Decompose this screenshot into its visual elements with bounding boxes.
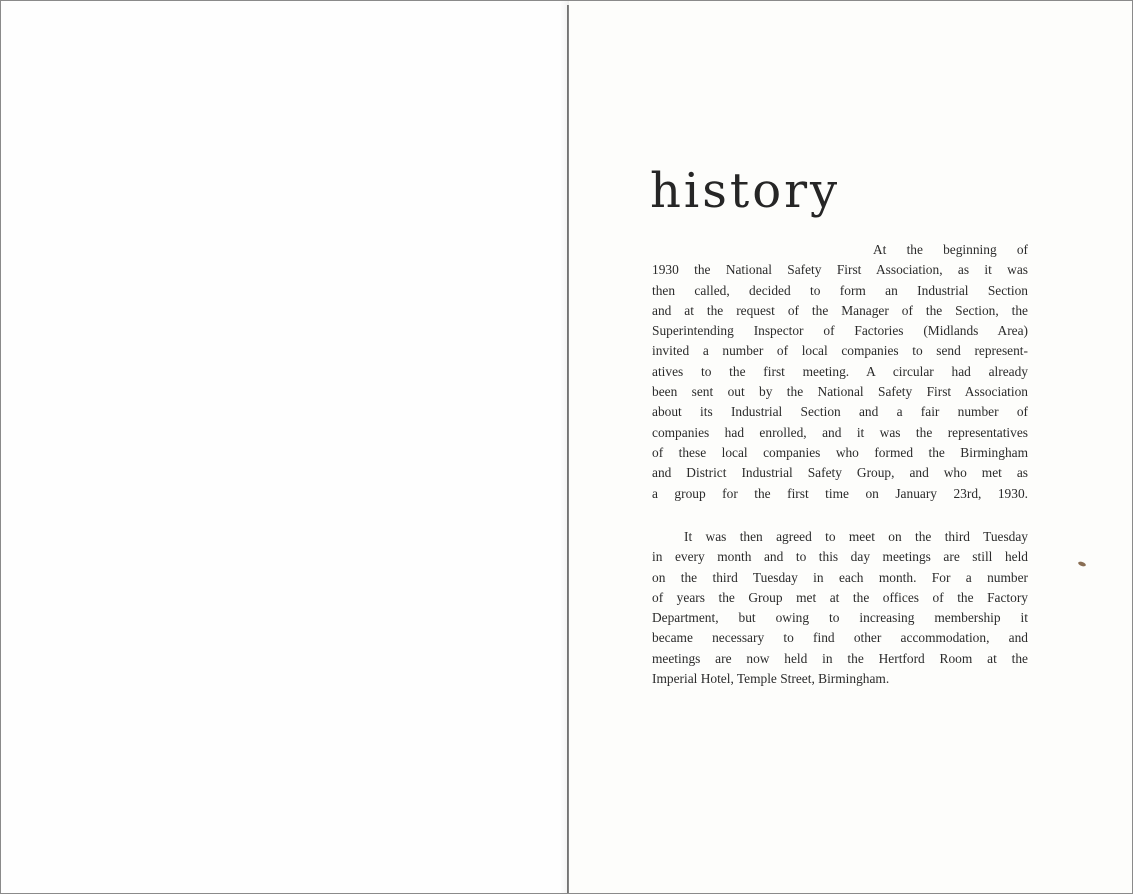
text-line: atives to the first meeting. A circular had already [652,363,1028,379]
text-line: Superintending Inspector of Factories (Midlands Area) [652,323,1028,339]
text-line: It was then agreed to meet on the third Tuesday [684,529,1028,544]
text-line: of years the Group met at the offices of the Factory [652,589,1028,605]
left-page-blank [1,1,567,893]
page-title: history [650,163,841,219]
text-line: became necessary to find other accommodation, and [652,630,1028,646]
text-line: 1930 the National Safety First Association, as it was [652,262,1028,278]
text-line: on the third Tuesday in each month. For a number [652,569,1028,585]
text-line: meetings are now held in the Hertford Room at the [652,650,1028,666]
text-line: a group for the first time on January 23rd, 1930. [652,485,1028,501]
text-line: been sent out by the National Safety First Association [652,384,1028,400]
text-line: invited a number of local companies to send represent- [652,343,1028,359]
text-line: Imperial Hotel, Temple Street, Birmingham. [652,671,890,687]
text-line: about its Industrial Section and a fair number of [652,404,1028,420]
text-line: of these local companies who formed the Birmingham [652,444,1028,460]
text-line: companies had enrolled, and it was the representatives [652,424,1028,440]
text-line: then called, decided to form an Industrial Section [652,282,1028,298]
text-line: and District Industrial Safety Group, and who met as [652,465,1028,481]
text-line: At the beginning of [873,242,1028,257]
paragraph-1 [652,240,1028,504]
text-line: Department, but owing to increasing membership it [652,610,1028,626]
text-line: in every month and to this day meetings are still held [652,549,1028,565]
text-line: and at the request of the Manager of the Section, the [652,302,1028,318]
paragraph-2 [652,527,1028,689]
